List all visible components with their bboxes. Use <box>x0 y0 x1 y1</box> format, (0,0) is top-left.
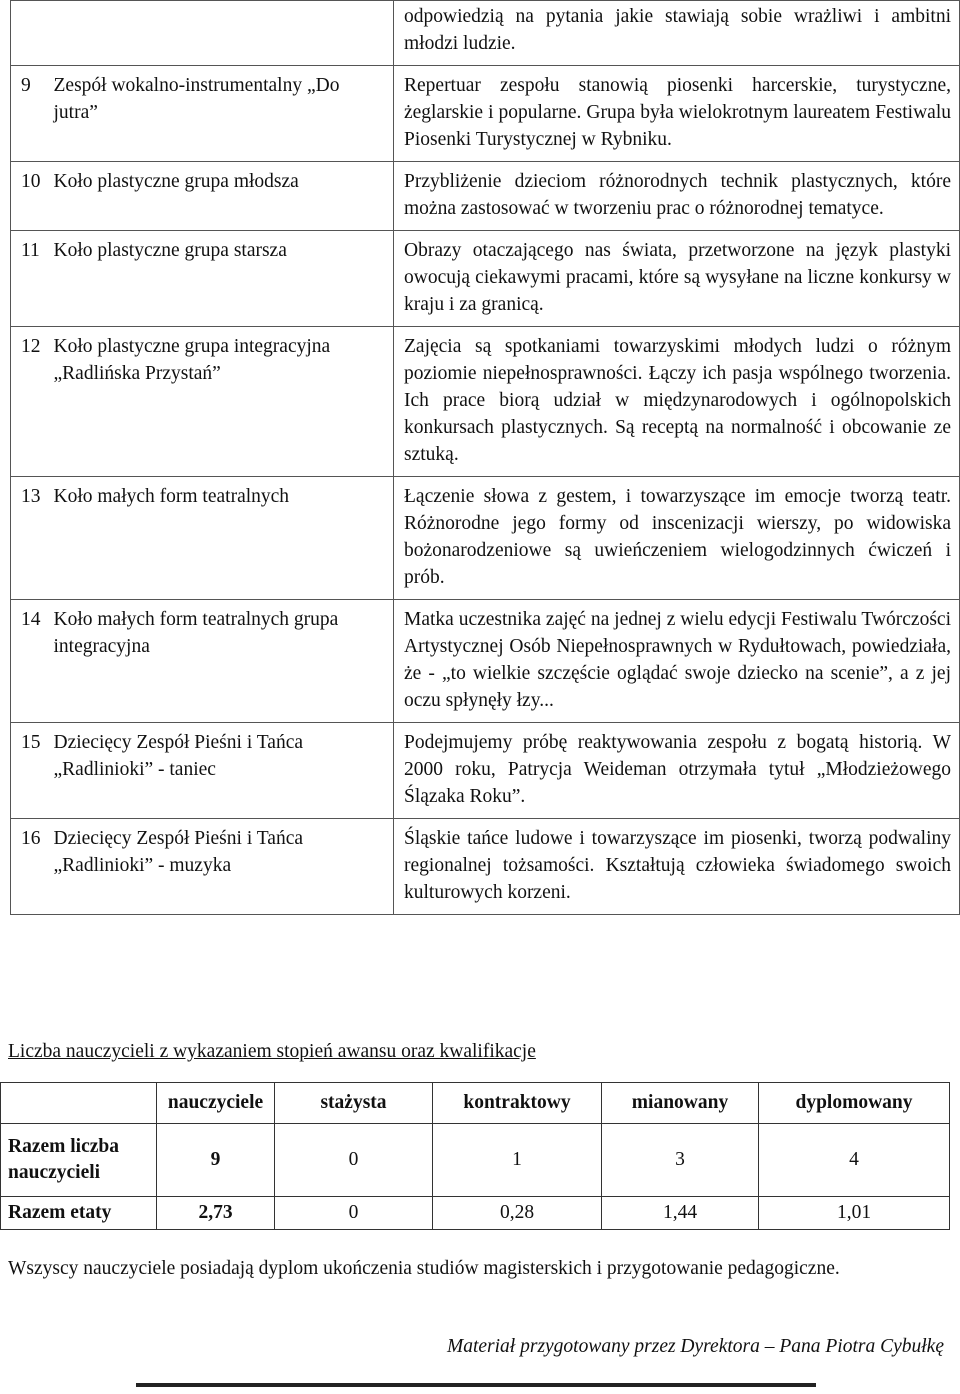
table-row <box>11 600 960 723</box>
row-label: Razem liczba nauczycieli <box>1 1124 157 1197</box>
activity-name: Koło plastyczne grupa starsza <box>53 240 287 261</box>
column-header: kontraktowy <box>433 1083 602 1124</box>
activity-name: Dziecięcy Zespół Pieśni i Tańca „Radlinioki” - taniec <box>53 732 304 780</box>
activities-table <box>10 0 960 915</box>
activities-body <box>11 66 960 915</box>
table-header-row <box>1 1083 950 1124</box>
table-row <box>1 1124 950 1197</box>
activity-description-continued: odpowiedzią na pytania jakie stawiają sobie wrażliwi i ambitni młodzi ludzie. <box>404 6 951 54</box>
table-row <box>1 1197 950 1230</box>
divider <box>136 1383 816 1387</box>
row-label: Razem etaty <box>1 1197 157 1230</box>
table-row <box>11 66 960 162</box>
row-number: 15 <box>21 732 41 753</box>
table-cell: 1 <box>433 1124 602 1197</box>
table-cell: 4 <box>759 1124 950 1197</box>
activity-name: Zespół wokalno-instrumentalny „Do jutra” <box>53 75 340 123</box>
activity-name: Koło małych form teatralnych grupa integracyjna <box>53 609 339 657</box>
qualifications-note: Wszyscy nauczyciele posiadają dyplom ukończenia studiów magisterskich i przygotowanie pedagogiczne. <box>8 1258 840 1279</box>
row-number: 13 <box>21 486 41 507</box>
table-cell: 1,01 <box>759 1197 950 1230</box>
activity-description: Przybliżenie dzieciom różnorodnych technik plastycznych, które można zastosować w tworzeniu prac o różnorodnej tematyce. <box>404 171 951 219</box>
table-cell: 0 <box>275 1197 433 1230</box>
row-number: 12 <box>21 336 41 357</box>
table-cell: 2,73 <box>157 1197 275 1230</box>
table-cell: 9 <box>157 1124 275 1197</box>
table-cell: 0,28 <box>433 1197 602 1230</box>
row-number: 9 <box>21 75 31 96</box>
activity-description: Śląskie tańce ludowe i towarzyszące im piosenki, tworzą podwaliny regionalnej tożsamości. Kształtują człowieka świadomego swoich kulturowych korzeni. <box>404 828 951 903</box>
table-row <box>11 162 960 231</box>
table-cell: 0 <box>275 1124 433 1197</box>
activity-name: Koło małych form teatralnych <box>53 486 290 507</box>
table-row <box>11 477 960 600</box>
table-row <box>11 327 960 477</box>
teachers-table <box>0 1082 950 1230</box>
activity-description: Łączenie słowa z gestem, i towarzyszące im emocje tworzą teatr. Różnorodne jego formy od inscenizacji wierszy, po widowiska bożonarodzeniowe są uwieńczeniem wielogodzinnych ćwiczeń i prób. <box>404 486 951 588</box>
activity-description: Zajęcia są spotkaniami towarzyskimi młodych ludzi o różnym poziomie niepełnosprawności. Łączy ich pasja wspólnego tworzenia. Ich prace biorą udział w międzynarodowych i ogólnopolskich konkursach plastycznych. Są receptą na normalność i obcowanie ze sztuką. <box>404 336 951 465</box>
table-cell: 1,44 <box>602 1197 759 1230</box>
row-number: 11 <box>21 240 40 261</box>
section-title: Liczba nauczycieli z wykazaniem stopień awansu oraz kwalifikacje <box>8 1041 536 1062</box>
activity-description: Matka uczestnika zajęć na jednej z wielu edycji Festiwalu Twórczości Artystycznej Osób Niepełnosprawnych w Rydułtowach, powiedziała, że - „to wielkie szczęście oglądać swoje dziecko na scenie”, a z jej oczu spłynęły łzy... <box>404 609 951 711</box>
table-row <box>11 231 960 327</box>
row-number: 10 <box>21 171 41 192</box>
column-header: nauczyciele <box>157 1083 275 1124</box>
table-row <box>11 819 960 915</box>
row-number: 16 <box>21 828 41 849</box>
column-header: dyplomowany <box>759 1083 950 1124</box>
table-cell: 3 <box>602 1124 759 1197</box>
table-row <box>11 1 960 66</box>
activity-description: Repertuar zespołu stanowią piosenki harcerskie, turystyczne, żeglarskie i popularne. Grupa była wielokrotnym laureatem Festiwalu Piosenki Turystycznej w Rybniku. <box>404 75 951 150</box>
activity-name: Dziecięcy Zespół Pieśni i Tańca „Radlinioki” - muzyka <box>53 828 304 876</box>
signature-line: Materiał przygotowany przez Dyrektora – Pana Piotra Cybułkę <box>446 1336 944 1357</box>
activity-description: Obrazy otaczającego nas świata, przetworzone na język plastyki owocują ciekawymi pracami, które są wysyłane na liczne konkursy w kraju i za granicą. <box>404 240 951 315</box>
table-row <box>11 723 960 819</box>
row-number: 14 <box>21 609 41 630</box>
activity-name: Koło plastyczne grupa integracyjna „Radlińska Przystań” <box>53 336 331 384</box>
column-header: stażysta <box>275 1083 433 1124</box>
column-header: mianowany <box>602 1083 759 1124</box>
activity-description: Podejmujemy próbę reaktywowania zespołu z bogatą historią. W 2000 roku, Patrycja Weideman otrzymała tytuł „Młodzieżowego Ślązaka Roku”. <box>404 732 951 807</box>
activity-name: Koło plastyczne grupa młodsza <box>53 171 299 192</box>
